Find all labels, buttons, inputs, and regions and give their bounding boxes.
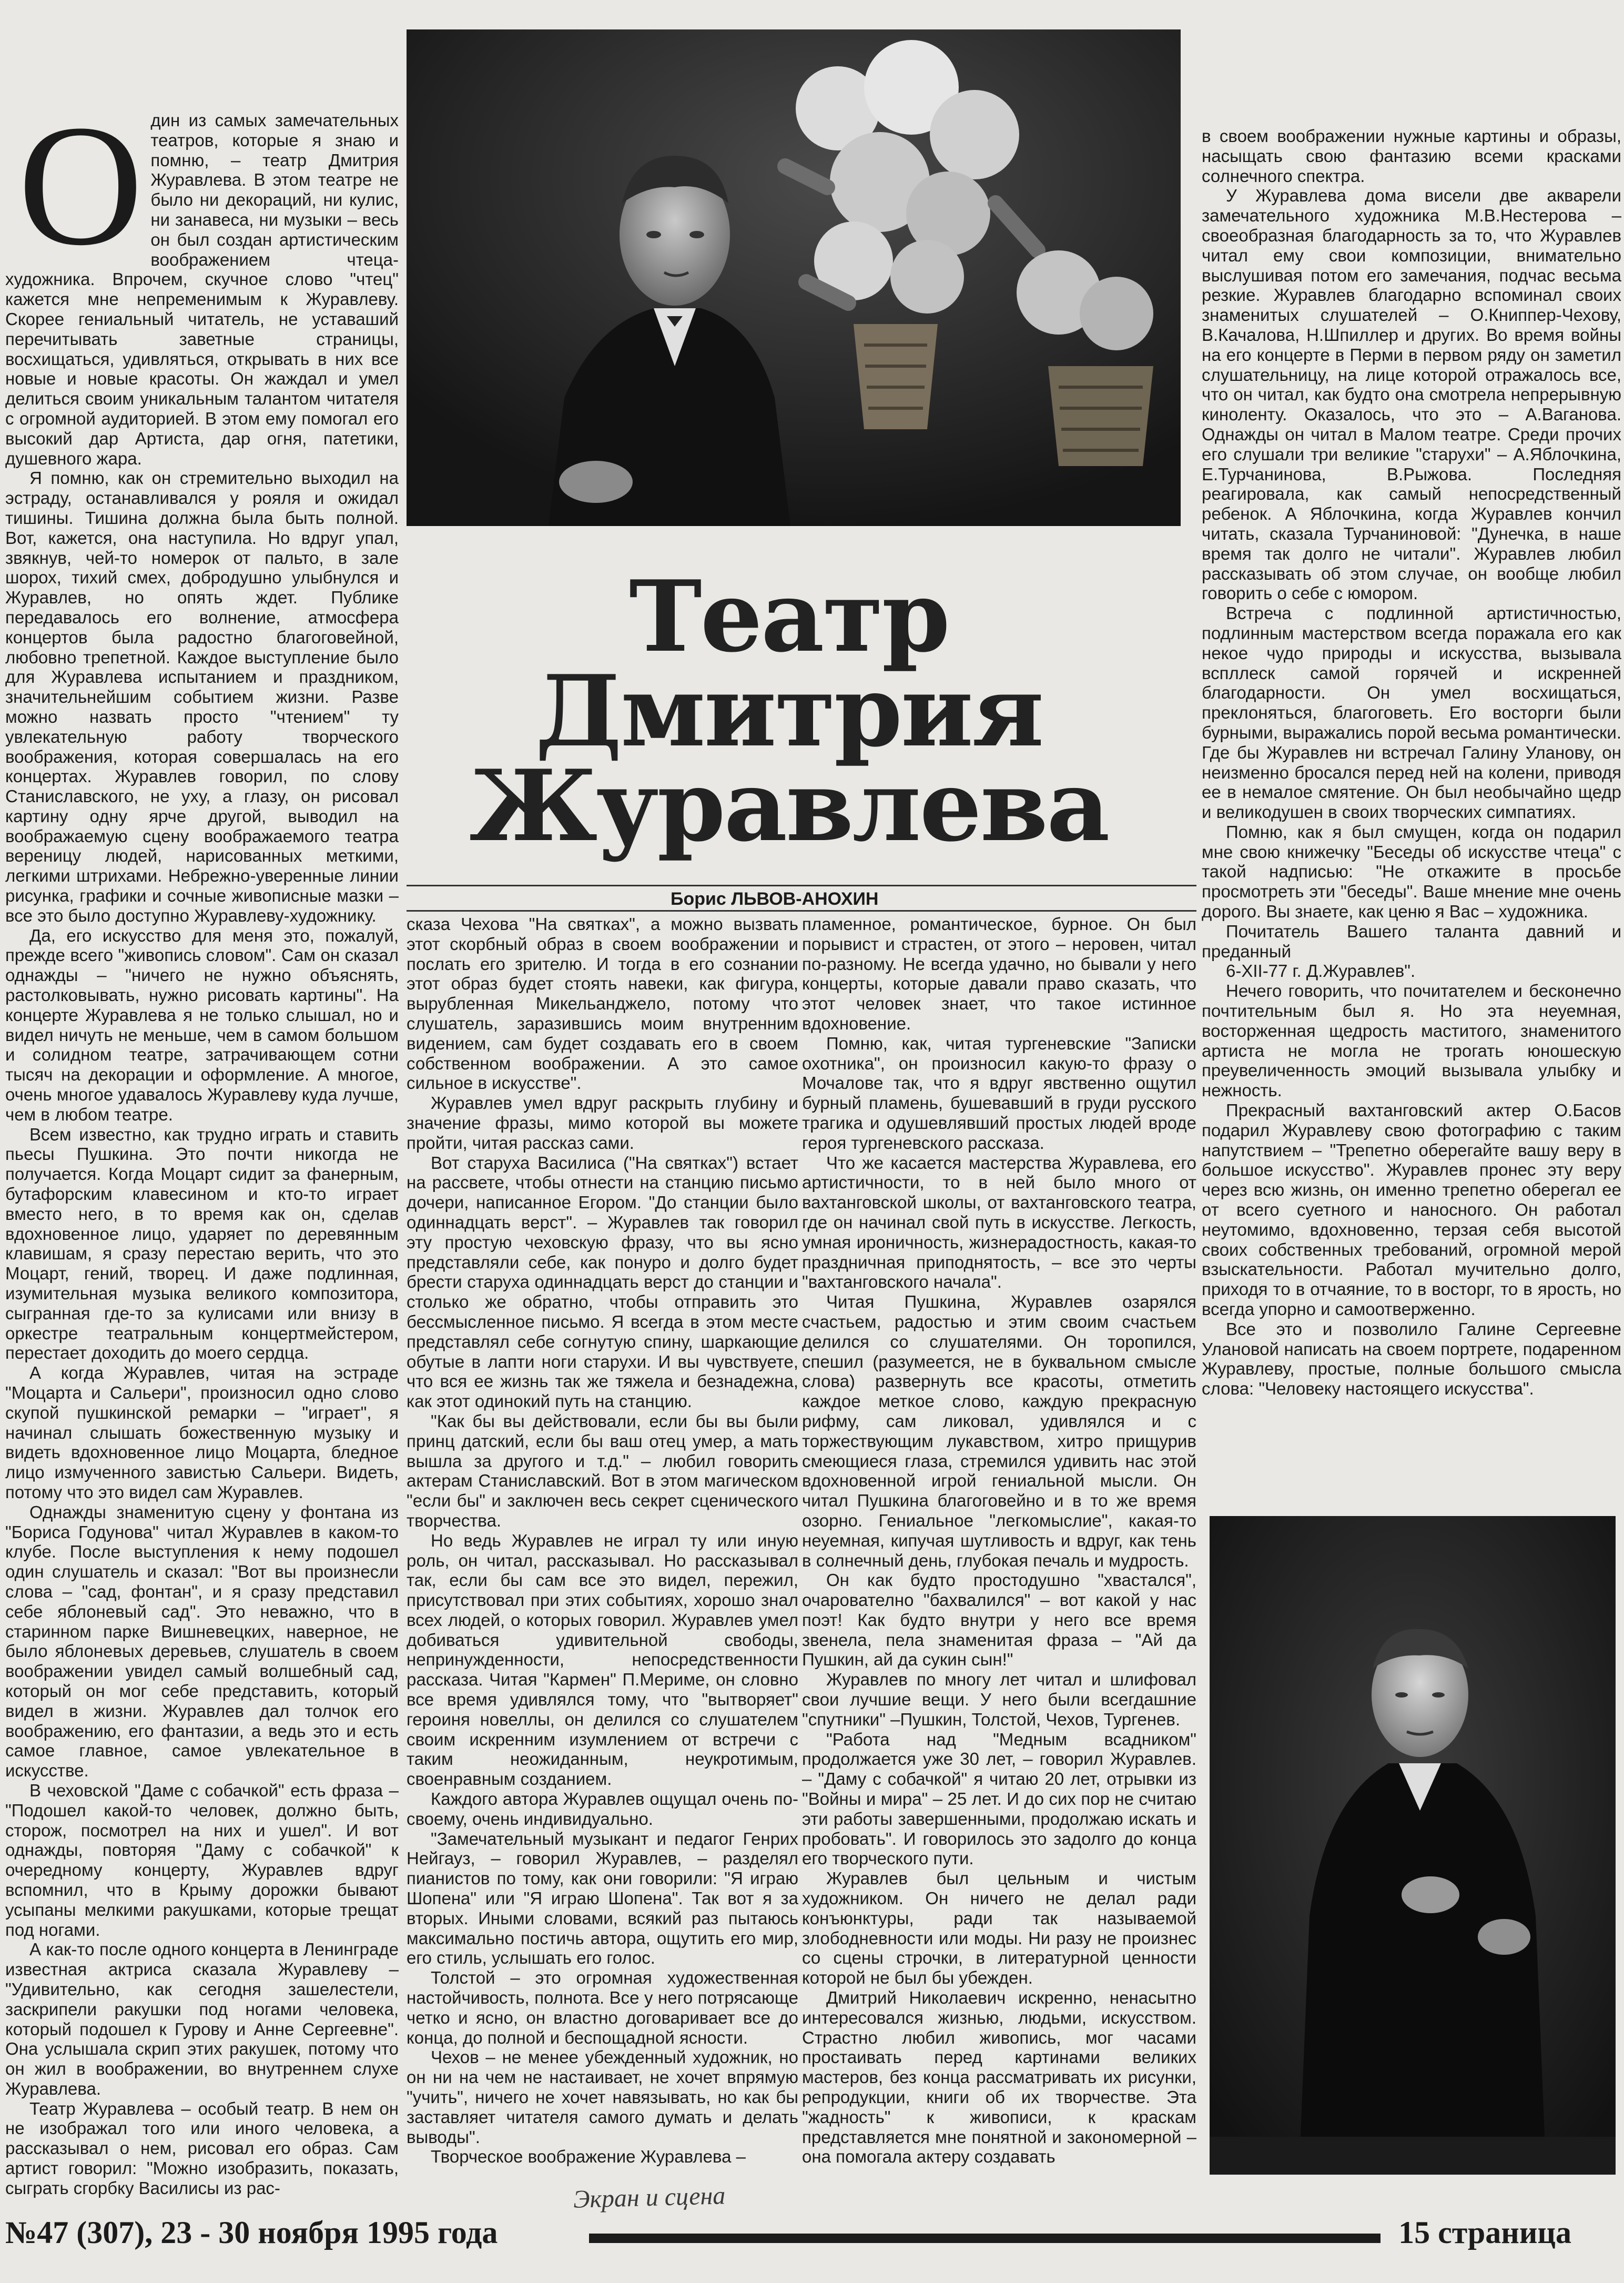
paragraph: Он как будто простодушно "хвастался", очарователно "бахвалился" – вот какой у нас поэт! Как будто внутри у него все время звенела, пела знаменитая фраза – "Ай да Пушкин, ай да сукин сын!"	[802, 1570, 1196, 1670]
byline-rule-top	[407, 885, 1196, 886]
paragraph: Каждого автора Журавлев ощущал очень по-своему, очень индивидуально.	[407, 1789, 798, 1829]
paragraph: Дмитрий Николаевич искренно, ненасытно интересовался жизнью, людьми, искусством. Страстно любил живопись, мог часами простаивать перед картинами великих мастеров, без конца рассматривать их рисунки, репродукции, книги об их творчестве. Эта "жадность" к живописи, к краскам представляется мне понятной и закономерной – она помогала актеру создавать	[802, 1988, 1196, 2167]
paragraph: А как-то после одного концерта в Ленинграде известная актриса сказала Журавлеву – "Удивительно, как сегодня зашелестели, заскрипели ракушки под ногами человека, который подошел к Гурову и Анне Сергеевне". Она услышала скрип этих ракушек, потому что он жил в воображении, во внутреннем слухе Журавлева.	[5, 1939, 399, 2098]
paragraph: Помню, как я был смущен, когда он подарил мне свою книжечку "Беседы об искусстве чтеца" с такой надписью: "Не откажите в просьбе просмотреть эти "беседы". Ваше мнение мне очень дорого. Вы знаете, как ценю я Вас – художника.	[1202, 822, 1621, 922]
paragraph: Помню, как, читая тургеневские "Записки охотника", он произносил какую-то фразу о Мочалове так, что я вдруг явственно ощутил бурный пламень, бушевавший в груди русского трагика и одушевлявший простых людей вроде героя тургеневского рассказа.	[802, 1033, 1196, 1153]
paragraph: Вот старуха Василиса ("На святках") встает на рассвете, чтобы отнести на станцию письмо дочери, написанное Егором. "До станции было одиннадцать верст". – Журавлев так говорил эту простую чеховскую фразу, что вы ясно представляли себе, как понуро и долго будет брести старуха одиннадцать верст до станции и столько же обратно, чтобы отправить это бессмысленное письмо. Я всегда в этом месте представлял себе согнутую спину, шаркающие обутые в лапти ноги старухи. И вы чувствуете, что вся ее жизнь так же тяжела и безнадежна, как этот одинокий путь на станцию.	[407, 1153, 798, 1411]
paragraph: Все это и позволило Галине Сергеевне Улановой написать на своем портрете, подаренном Журавлеву, простые, полные большого смысла слова: "Человеку настоящего искусства".	[1202, 1319, 1621, 1399]
footer-rule	[589, 2234, 1381, 2243]
paragraph: В чеховской "Даме с собачкой" есть фраза – "Подошел какой-то человек, должно быть, сторож, посмотрел на них и ушел". И вот однажды, повторяя "Даму с собачкой" к очередному концерту, Журавлев вдруг вспомнил, что в Крыму дорожки бывают усыпаны мелкими ракушками, которые трещат под ногами.	[5, 1780, 399, 1939]
paragraph: в своем воображении нужные картины и образы, насыщать свою фантазию всеми красками солнечного спектра.	[1202, 126, 1621, 186]
paragraph: 6-XII-77 г. Д.Журавлев".	[1226, 961, 1416, 981]
paragraph: пламенное, романтическое, бурное. Он был порывист и страстен, от этого – неровен, читал по-разному. Не всегда удачно, но бывали у него концерты, которые давали право сказать, что этот человек знает, что такое истинное вдохновение.	[802, 914, 1196, 1033]
paragraph: У Журавлева дома висели две акварели замечательного художника М.В.Нестерова – своеобразная благодарность за то, что Журавлев читал ему свои композиции, внимательно выслушивая потом его замечания, подчас весьма резкие. Журавлев благодарно вспоминал своих знаменитых слушателей – О.Книппер-Чехову, В.Качалова, Н.Шпиллер и других. Во время войны на его концерте в Перми в первом ряду он заметил слушательницу, на лице которой отражалось все, что он читал, как будто она смотрела непрерывную киноленту. Оказалось, что это – А.Ваганова. Однажды он читал в Малом театре. Среди прочих его слушали три великие "старухи" – А.Яблочкина, Е.Турчанинова, В.Рыжова. Последняя реагировала, как самый непосредственный ребенок. А Яблочкина, когда Журавлев кончил читать, сказала Турчаниновой: "Дунечка, в наше время так долго не читали". Журавлев любил рассказывать об этом случае, он вообще любил говорить о себе с юмором.	[1202, 186, 1621, 603]
article-column-4	[1202, 126, 1621, 1504]
article-title-line-2: Дмитрия	[535, 653, 1043, 769]
paragraph: "Замечательный музыкант и педагог Генрих Нейгауз, – говорил Журавлев, – разделял пианистов по тому, как они говорили: "Я играю Шопена" или "Я играю Шопена". Так вот я за вторых. Иными словами, всякий раз пытаюсь максимально постичь автора, ощутить его мир, его стиль, услышать его голос.	[407, 1829, 798, 1968]
paragraph: Театр Журавлева – особый театр. В нем он не изображал того или иного человека, а рассказывал о нем, рисовал его образ. Сам артист говорил: "Можно изобразить, показать, сыграть сгорбку Василисы из рас-	[5, 2098, 399, 2198]
paragraph: Творческое воображение Журавлева –	[431, 2147, 746, 2167]
paragraph: Журавлев по многу лет читал и шлифовал свои лучшие вещи. У него были всегдашние "спутники" –Пушкин, Толстой, Чехов, Тургенев.	[802, 1670, 1196, 1729]
paragraph: "Работа над "Медным всадником" продолжается уже 30 лет, – говорил Журавлев. – "Даму с собачкой" я читаю 20 лет, отрывки из "Войны и мира" – 25 лет. И до сих пор не считаю эти работы завершенными, продолжаю искать и пробовать". И говорилось это задолго до конца его творческого пути.	[802, 1729, 1196, 1868]
paragraph: Что же касается мастерства Журавлева, его артистичности, то в ней было много от вахтанговской школы, от вахтанговского театра, где он начинал свой путь в искусстве. Легкость, умная ироничность, жизнерадостность, какая-то праздничная приподнятость, – все это черты "вахтанговского начала".	[802, 1153, 1196, 1292]
page-number: 15 страница	[1398, 2215, 1571, 2250]
article-title-line-1: Театр	[629, 559, 949, 674]
photo-zhuravlev-flowers	[407, 29, 1181, 526]
paragraph: дин из самых замечательных театров, которые я знаю и помню, – театр Дмитрия Журавлева. В этом театре не было ни декораций, ни кулис, ни занавеса, ни музыки – весь он был создан артистическим воображением чтеца-художника. Впрочем, скучное слово "чтец" кажется мне непременимым к Журавлеву. Скорее гениальный читатель, не уставаший перечитывать заветные страницы, восхищаться, удивляться, открывать в них все новые и новые красоты. Он жаждал и умел делиться своим уникальным талантом читателя с огромной аудиторией. В этом ему помогал его высокий дар Артиста, дар огня, патетики, душевного жара.	[5, 110, 399, 468]
paragraph: Всем известно, как трудно играть и ставить пьесы Пушкина. Это почти никогда не получается. Когда Моцарт сидит за фанерным, бутафорским клавесином и кто-то играет вместо него, в то время как он, сделав вдохновенное лицо, ударяет по деревянным клавишам, я сразу перестаю верить, что это Моцарт, гений, творец. И даже подлинная, изумительная музыка великого композитора, сыгранная где-то за кулисами или внизу в оркестре театральным концертмейстером, перестает доходить до моего сердца.	[5, 1124, 399, 1363]
paragraph: Встреча с подлинной артистичностью, подлинным мастерством всегда поражала его как некое чудо природы и искусства, вызывала вспллеск самой горячей и искренней благодарности. Он умел восхищаться, преклоняться, благоговеть. Его восторги были бурными, выражались порой весьма романтически. Где бы Журавлев ни встречал Галину Уланову, он неизменно бросался перед ней на колени, приводя ее в немалое смятение. Он был необычайно щедр и великодушен в своих творческих симпатиях.	[1202, 603, 1621, 822]
paragraph: Почитатель Вашего таланта давний и преданный	[1202, 921, 1621, 961]
paragraph: Да, его искусство для меня это, пожалуй, прежде всего "живопись словом". Сам он сказал однажды – "ничего не нужно объяснять, растолковывать, нужно рисовать картины". На концерте Журавлева я не только слышал, но и видел ничуть не меньше, чем в самом большом и солидном театре, затрачивающем сотни тысяч на декорации и оформление. А многое, очень многое удавалось Журавлеву куда лучше, чем в любом театре.	[5, 925, 399, 1124]
paragraph: Но ведь Журавлев не играл ту или иную роль, он читал, рассказывал. Но рассказывал так, если бы сам все это видел, пережил, присутствовал при этих событиях, хорошо знал всех людей, о которых говорил. Журавлев умел добиваться удивительной свободы, непринужденности, непосредственности рассказа. Читая "Кармен" П.Мериме, он словно все время удивлялся тому, что "вытворяет" героиня новеллы, он делился со слушателем своим искренним изумлением от встречи с таким неожиданным, неукротимым, своенравным созданием.	[407, 1530, 798, 1789]
paragraph: Читая Пушкина, Журавлев озарялся счастьем, радостью и этим своим счастьем делился со слушателями. Он торопился, спешил (разумеется, не в буквальном смысле слова) развернуть все красоты, отметить каждое меткое слово, каждую прекрасную рифму, сам ликовал, удивлялся и с торжествующим лукавством, хитро прищурив смеющиеся глаза, стремился удивить нас этой вдохновенной игрой гениальной мысли. Он читал Пушкина благоговейно и в то же время озорно. Гениальное "легкомыслие", какая-то неуемная, кипучая шутливость и вдруг, как тень в солнечный день, глубокая печаль и мудрость.	[802, 1292, 1196, 1570]
byline-rule-bottom	[407, 910, 1196, 912]
paragraph: Толстой – это огромная художественная настойчивость, полнота. Все у него потрясающе четко и ясно, он властно договаривает все до конца, до полной и беспощадной ясности.	[407, 1968, 798, 2047]
photo-zhuravlev-flowers-image	[407, 29, 1181, 526]
article-title	[389, 559, 1189, 863]
paragraph: Нечего говорить, что почитателем и бесконечно почтительным был я. Но эта неуемная, восторженная щедрость маститого, знаменитого артиста не могла не трогать юношескую преувеличенность эмоций вызывала улыбку и нежность.	[1202, 981, 1621, 1100]
photo-zhuravlev-stage	[1210, 1516, 1616, 2175]
paragraph: Прекрасный вахтанговский актер О.Басов подарил Журавлеву свою фотографию с таким напутствием – "Трепетно оберегайте вашу веру в большое искусство". Журавлев пронес эту веру через всю жизнь, он именно трепетно оберегал ее от всего суетного и наносного. Он работал неутомимо, вдохновенно, терзая себя высотой своих собственных требований, огромной мерой взыскательности. Работал мучительно долго, приходя то в отчаяние, то в восторг, то в ярость, но всегда упорно и самоотверженно.	[1202, 1100, 1621, 1319]
paragraph: Я помню, как он стремительно выходил на эстраду, останавливался у рояля и ожидал тишины. Тишина должна была быть полной. Вот, кажется, она наступила. Но вдруг упал, звякнув, чей-то номерок от пальто, в зале шорох, тихий смех, добродушно улыбнулся и Журавлев, но опять ждет. Публике передавалось его волнение, атмосфера концертов была радостно благоговейной, любовно трепетной. Каждое выступление было для Журавлева испытанием и праздником, значительнейшим событием жизни. Разве можно назвать просто "чтением" ту увлекательную работу творческого воображения, которая совершалась на его концертах. Журавлев говорил, по слову Станиславского, не уху, а глазу, он рисовал картину одну ярче другой, выводил на воображаемую сцену воображаемого театра вереницу людей, нарисованных меткими, легкими штрихами. Небрежно-уверенные линии рисунка, графики и сочные живописные мазки – все это было доступно Журавлеву-художнику.	[5, 468, 399, 925]
photo-zhuravlev-stage-image	[1210, 1516, 1616, 2175]
article-column-3	[802, 914, 1196, 2177]
paragraph: Однажды знаменитую сцену у фонтана из "Бориса Годунова" читал Журавлев в каком-то клубе. После выступления к нему подошел один слушатель и сказал: "Вот вы произнесли слова – "сад, фонтан", и я сразу представил себе яблоневый сад". Это неважно, что в старинном парке Вишневецких, наверное, не было яблоневых деревьев, слушатель в своем воображении увидел самый волшебный сад, который он мог себе представить, который видел в жизни. Журавлев дал толчок его воображению, его фантазии, а ведь это и есть самое главное, самое увлекательное в искусстве.	[5, 1502, 399, 1781]
article-title-line-3: Журавлева	[469, 748, 1109, 863]
author-byline: Борис ЛЬВОВ-АНОХИН	[671, 889, 879, 909]
article-column-1	[5, 89, 399, 2198]
drop-cap: О	[18, 89, 144, 281]
article-column-2	[407, 914, 798, 2177]
paragraph: Журавлев умел вдруг раскрыть глубину и значение фразы, мимо которой вы можете пройти, читая рассказ сами.	[407, 1093, 798, 1153]
paragraph: Журавлев был цельным и чистым художником. Он ничего не делал ради конъюнктуры, ради так называемой злободневности или моды. Ни разу не произнес со сцены строчки, в литературной ценности которой не был бы убежден.	[802, 1868, 1196, 1988]
handwritten-note: Экран и сцена	[573, 2181, 726, 2214]
paragraph: "Как бы вы действовали, если бы вы были принц датский, если бы ваш отец умер, а мать вышла за другого и т.д." – любил говорить актерам Станиславский. Вот в этом магическом "если бы" и заключен весь секрет сценического творчества.	[407, 1411, 798, 1530]
paragraph: сказа Чехова "На святках", а можно вызвать этот скорбный образ в своем воображении и послать его зрителю. И тогда в его сознании этот образ будет стоять навеки, как фигура, вырубленная Микельанджело, потому что слушатель, заразившись моим внутренним видением, сам будет создавать его в своем собственном воображении. А это самое сильное в искусстве".	[407, 914, 798, 1093]
paragraph: Чехов – не менее убежденный художник, но он ни на чем не настаивает, не хочет впрямую "учить", ничего не хочет навязывать, но как бы заставляет читателя самого думать и делать выводы".	[407, 2047, 798, 2147]
paragraph: А когда Журавлев, читая на эстраде "Моцарта и Сальери", произносил одно слово скупой пушкинской ремарки – "играет", я начинал слышать божественную музыку и видеть вдохновенное лицо Моцарта, бледное лицо измученного завистью Сальери. Видеть, потому что это видел сам Журавлев.	[5, 1363, 399, 1502]
issue-info: №47 (307), 23 - 30 ноября 1995 года	[5, 2215, 498, 2250]
